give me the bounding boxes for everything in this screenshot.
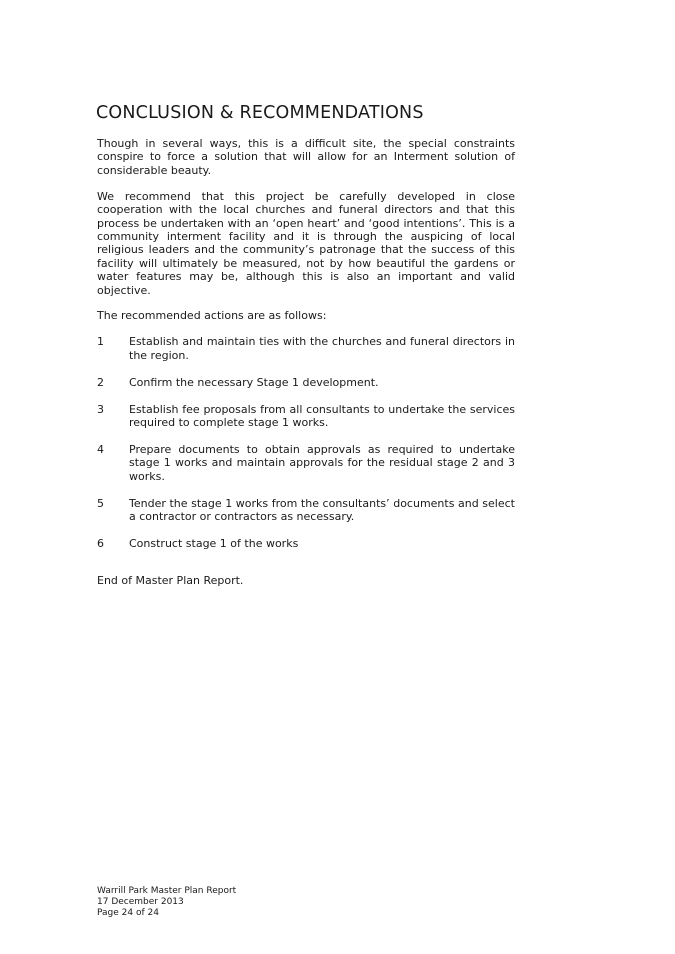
action-number: 5 (97, 496, 104, 510)
list-item (97, 403, 515, 430)
action-number: 1 (97, 335, 104, 349)
document-body (97, 137, 515, 600)
action-number: 3 (97, 402, 104, 416)
actions-intro-paragraph: The recommended actions are as follows: (97, 309, 327, 323)
list-item (97, 537, 515, 550)
action-number: 6 (97, 536, 104, 550)
action-text: Tender the stage 1 works from the consultants’ documents and select a contractor or contractors as necessary. (129, 496, 515, 524)
section-heading: CONCLUSION & RECOMMENDATIONS (96, 103, 424, 123)
action-text: Prepare documents to obtain approvals as required to undertake stage 1 works and maintain approvals for the residual stage 2 and 3 works. (129, 442, 515, 483)
footer-date: 17 December 2013 (97, 897, 184, 907)
action-text: Confirm the necessary Stage 1 development. (129, 375, 379, 389)
list-item (97, 497, 515, 524)
action-number: 4 (97, 442, 104, 456)
list-item (97, 335, 515, 362)
footer-report-title: Warrill Park Master Plan Report (97, 886, 237, 896)
action-number: 2 (97, 375, 104, 389)
page-footer (97, 886, 236, 919)
list-item (97, 376, 515, 389)
intro-paragraph: Though in several ways, this is a difficult site, the special constraints conspire to force a solution that will allow for an Interment solution of considerable beauty. (97, 137, 515, 177)
actions-list (97, 335, 515, 550)
action-text: Construct stage 1 of the works (129, 536, 299, 550)
end-note: End of Master Plan Report. (97, 574, 244, 588)
footer-page-number: Page 24 of 24 (97, 908, 159, 918)
recommendation-paragraph: We recommend that this project be carefully developed in close cooperation with the local churches and funeral directors and that this process be undertaken with an ‘open heart’ and ‘good intentions’. This is a community interment facility and it is through the auspicing of local religious leaders and the community’s patronage that the success of this facility will ultimately be measured, not by how beautiful the gardens or water features may be, although this is also an important and valid objective. (97, 189, 515, 297)
action-text: Establish and maintain ties with the churches and funeral directors in the region. (129, 335, 515, 362)
action-text: Establish fee proposals from all consultants to undertake the services required to complete stage 1 works. (129, 402, 515, 429)
list-item (97, 443, 515, 483)
